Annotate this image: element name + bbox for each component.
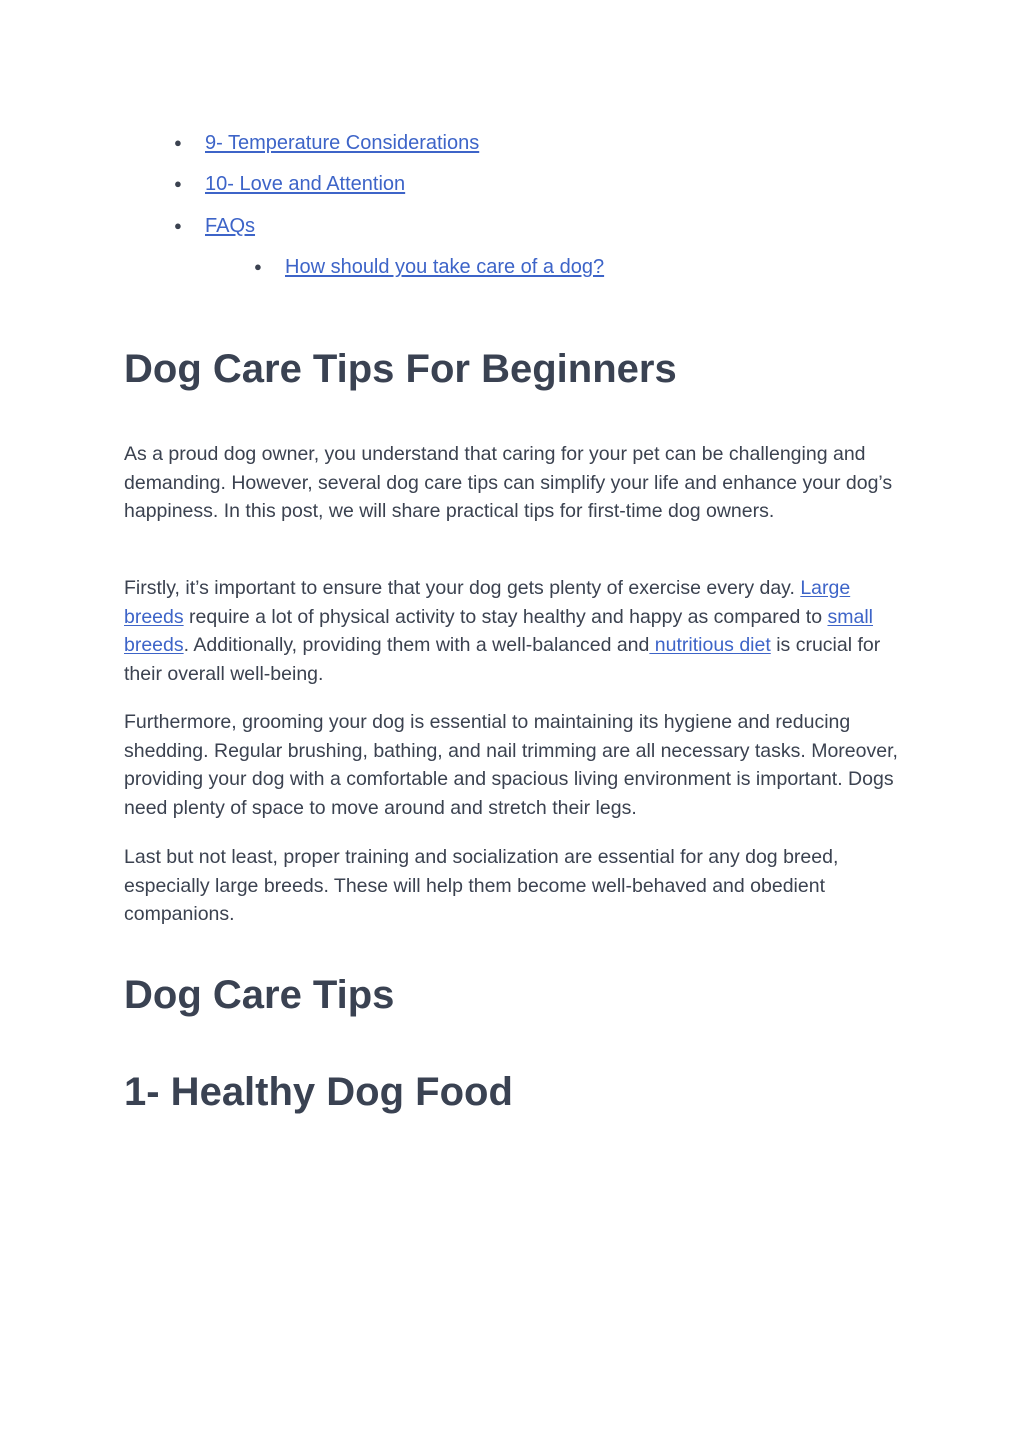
toc-item-love-attention [174, 171, 405, 197]
link-small-breeds[interactable]: small breeds [124, 605, 873, 656]
paragraph-text: Firstly, it’s important to ensure that your dog gets plenty of exercise every day. [124, 577, 801, 599]
bullet-icon: ● [174, 218, 182, 233]
bullet-icon: ● [174, 176, 182, 191]
heading-dog-care-tips-for-beginners: Dog Care Tips For Beginners [124, 347, 677, 391]
link-large-breeds[interactable]: Large breeds [124, 577, 851, 628]
paragraph-text: require a lot of physical activity to stay healthy and happy as compared to [183, 605, 828, 628]
toc-link-love-attention[interactable]: 10- Love and Attention [205, 173, 406, 195]
paragraph-exercise [124, 574, 899, 688]
link-nutritious-diet[interactable]: nutritious diet [649, 634, 771, 656]
paragraph-text: . Additionally, providing them with a well-balanced and [183, 634, 650, 656]
bullet-icon: ● [174, 135, 182, 150]
paragraph-training: Last but not least, proper training and socialization are essential for any dog breed, especially large breeds. These will help them become well-behaved and obedient companions. [124, 846, 839, 925]
bullet-icon: ● [254, 259, 262, 274]
toc-link-faqs[interactable]: FAQs [205, 215, 256, 237]
toc-item-faqs [174, 213, 255, 239]
toc-item-how-care [254, 254, 604, 280]
heading-healthy-dog-food: 1- Healthy Dog Food [124, 1070, 513, 1114]
toc-link-how-care[interactable]: How should you take care of a dog? [285, 256, 605, 278]
paragraph-text: is crucial for their overall well-being. [124, 634, 881, 685]
toc-item-temperature [174, 130, 479, 156]
paragraph-grooming: Furthermore, grooming your dog is essential to maintaining its hygiene and reducing shedding. Regular brushing, bathing, and nail trimming are all necessary tasks. Moreover, providing your dog with a comfortable and spacious living environment is important. Dogs need plenty of space to move around and stretch their legs. [124, 711, 898, 819]
toc-link-temperature[interactable]: 9- Temperature Considerations [205, 132, 480, 154]
heading-dog-care-tips: Dog Care Tips [124, 973, 395, 1017]
paragraph-intro: As a proud dog owner, you understand that caring for your pet can be challenging and demanding. However, several dog care tips can simplify your life and enhance your dog’s happiness. In this post, we will share practical tips for first-time dog owners. [124, 443, 893, 522]
